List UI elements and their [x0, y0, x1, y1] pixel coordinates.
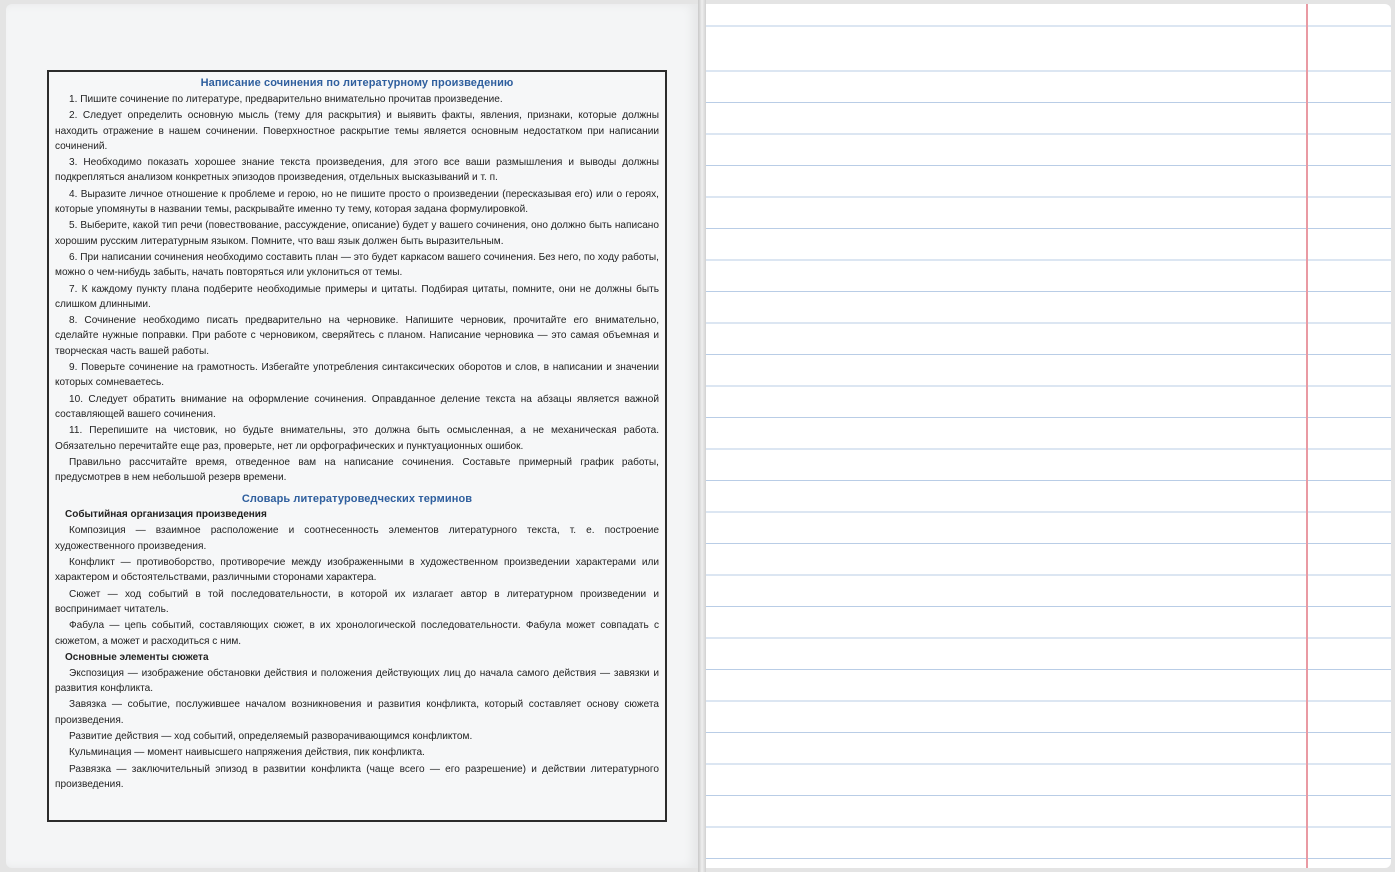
glossary-term: Развязка — заключительный эпизод в развитии конфликта (чаще всего — его разрешение) и действии литературного произведения.: [55, 763, 659, 790]
essay-rule: 3. Необходимо показать хорошее знание текста произведения, для этого все ваши размышления и выводы должны подкрепляться анализом конкретных эпизодов произведения, отдельных высказываний и т. п.: [55, 157, 659, 184]
glossary-term: Завязка — событие, послужившее началом возникновения и развития конфликта, который составляет основу сюжета произведения.: [55, 699, 659, 726]
info-textbox: [47, 70, 667, 822]
binding-gutter: [698, 0, 706, 872]
essay-rule: 2. Следует определить основную мысль (тему для раскрытия) и выявить факты, явления, признаки, которые должны находить отражение в нашем сочинении. Поверхностное раскрытие темы является основным недостатком при написании сочинений.: [55, 110, 659, 152]
glossary-term: Сюжет — ход событий в той последовательности, в которой их излагает автор в литературном произведении и воспринимает читатель.: [55, 588, 659, 615]
essay-rule: 6. При написании сочинения необходимо составить план — это будет каркасом вашего сочинения. Без него, по ходу работы, можно о чем-нибудь забыть, начать повторяться или уклониться от темы.: [55, 251, 659, 279]
glossary-term: Фабула — цепь событий, составляющих сюжет, в их хронологической последовательности. Фабула может совпадать с сюжетом, а может и расходиться с ним.: [55, 620, 659, 647]
section-title-glossary: Словарь литературоведческих терминов: [241, 493, 473, 506]
red-margin-line: [1306, 4, 1308, 868]
essay-rule: 4. Выразите личное отношение к проблеме и герою, но не пишите просто о произведении (пересказывая его) или о героях, которые упомянуты в названии темы, раскрывайте именно ту тему, которая задана формулировкой.: [55, 188, 659, 216]
glossary-term: Развитие действия — ход событий, определяемый разворачивающимся конфликтом.: [69, 730, 473, 742]
essay-rule: 1. Пишите сочинение по литературе, предварительно внимательно прочитав произведение.: [69, 94, 503, 105]
right-page-ruled: [706, 4, 1391, 868]
section-title-essay: Написание сочинения по литературному произведению: [200, 77, 514, 89]
glossary-term: Конфликт — противоборство, противоречие между изображенными в художественном произведении характерами или характером и обстоятельствами, различными сторонами характера.: [55, 557, 659, 584]
essay-rule: 11. Перепишите на чистовик, но будьте внимательны, это должна быть осмысленная, а не механическая работа. Обязательно перечитайте еще раз, проверьте, нет ли орфографических и пунктуационных ошибок.: [55, 425, 659, 452]
glossary-term: Экспозиция — изображение обстановки действия и положения действующих лиц до начала самого действия — завязки и развития конфликта.: [55, 667, 659, 695]
essay-rule: 8. Сочинение необходимо писать предварительно на черновике. Напишите черновик, прочитайте его внимательно, сделайте нужные поправки. При работе с черновиком, сверяйтесь с планом. Написание черновика — это самая объемная и творческая часть вашей работы.: [55, 315, 659, 357]
glossary-term: Композиция — взаимное расположение и соотнесенность элементов литературного текста, т. е. построение художественного произведения.: [55, 525, 659, 552]
essay-rule: 7. К каждому пункту плана подберите необходимые примеры и цитаты. Подбирая цитаты, помните, они не должны быть слишком длинными.: [55, 283, 659, 310]
glossary-subheading: Событийная организация произведения: [65, 509, 267, 521]
essay-rule: 10. Следует обратить внимание на оформление сочинения. Оправданное деление текста на абзацы является важной составляющей вашего сочинения.: [55, 393, 659, 420]
essay-rule: 9. Поверьте сочинение на грамотность. Избегайте употребления синтаксических оборотов и слов, в написании и значении которых сомневаетесь.: [55, 362, 659, 389]
essay-rule: Правильно рассчитайте время, отведенное вам на написание сочинения. Составьте примерный график работы, предусмотрев в нем небольшой резерв времени.: [55, 456, 659, 484]
glossary-subheading: Основные элементы сюжета: [65, 651, 209, 663]
glossary-term: Кульминация — момент наивысшего напряжения действия, пик конфликта.: [69, 747, 425, 759]
essay-rule: 5. Выберите, какой тип речи (повествование, рассуждение, описание) будет у вашего сочинения, оно должно быть написано хорошим русским литературным языком. Помните, что ваш язык должен быть выразительным.: [55, 220, 659, 247]
